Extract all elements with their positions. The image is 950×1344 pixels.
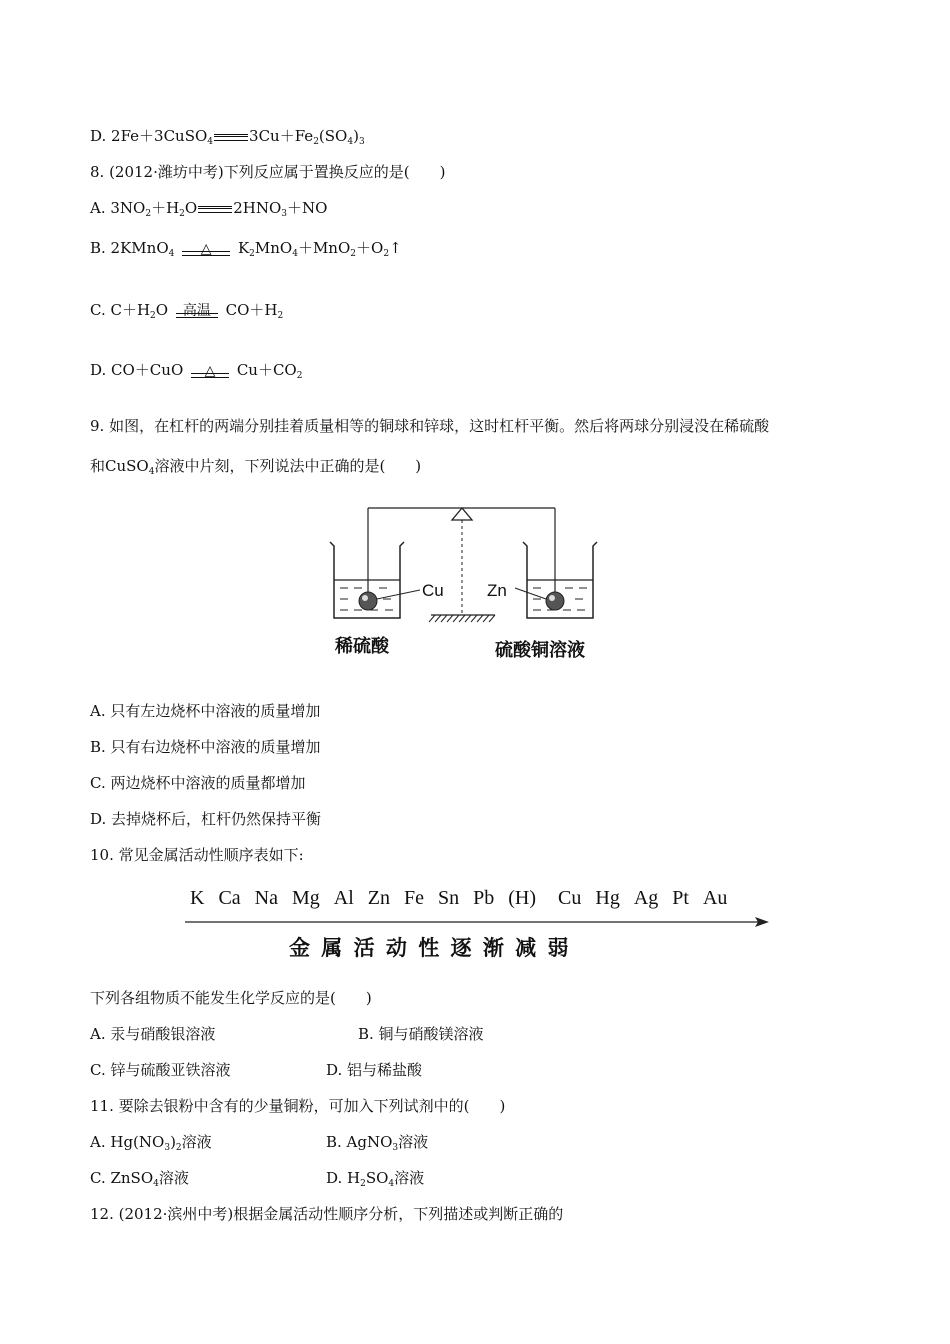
q9-stem-line1: 9. 如图，在杠杆的两端分别挂着质量相等的铜球和锌球，这时杠杆平衡。然后将两球分别浸没在稀硫酸 (90, 417, 770, 435)
q10-option-c: C. 锌与硫酸亚铁溶液 (90, 1061, 231, 1079)
metal-au: Au (702, 887, 728, 909)
reaction-condition: △ (191, 364, 229, 379)
q10-stem: 10. 常见金属活动性顺序表如下: (90, 846, 304, 864)
q12-stem: 12. (2012·滨州中考)根据金属活动性顺序分析，下列描述或判断正确的 (90, 1205, 564, 1223)
q9-option-d: D. 去掉烧杯后，杠杆仍然保持平衡 (90, 810, 322, 828)
metal-al: Al (333, 887, 354, 909)
q11-option-b: B. AgNO$_3$溶液 (326, 1133, 429, 1153)
equals-sign (214, 134, 248, 141)
q9-option-a: A. 只有左边烧杯中溶液的质量增加 (90, 702, 321, 720)
q8-option-d: D. CO＋CuO △ $Cu+CO_2$ (90, 361, 303, 381)
q10-option-d: D. 铝与稀盐酸 (326, 1061, 423, 1079)
cu-label: Cu (422, 581, 444, 600)
metal-hg: Hg (595, 887, 620, 909)
q8-stem: 8. (2012·潍坊中考)下列反应属于置换反应的是( ) (90, 163, 446, 181)
equals-sign (198, 206, 232, 213)
q11-option-a: A. $Hg(NO_3)_2$溶液 (90, 1133, 212, 1153)
q8-option-a: A. $3NO_2+H_2O$ $2HNO_3+NO$ (90, 199, 328, 219)
q9-option-c: C. 两边烧杯中溶液的质量都增加 (90, 774, 306, 792)
q7-option-d: D. 2Fe＋3CuSO$_4$ $3Cu+Fe_2(SO_4)_3$ (90, 127, 365, 147)
q8-option-c: C. $C+H_2O$ 高温 $CO+H_2$ (90, 301, 284, 321)
metal-fe: Fe (404, 887, 425, 909)
q8-option-b: B. 2KMnO$_4$ △ $K_2MnO_4+MnO_2+O_2↑$ (90, 239, 402, 259)
metal-k: K (190, 887, 205, 909)
metal-cu: Cu (558, 887, 582, 909)
series-caption: 金 属 活 动 性 逐 渐 减 弱 (289, 936, 571, 960)
metal-sn: Sn (438, 887, 460, 909)
q10-question: 下列各组物质不能发生化学反应的是( ) (90, 989, 372, 1007)
right-solution-label: 硫酸铜溶液 (495, 640, 585, 660)
q9-option-b: B. 只有右边烧杯中溶液的质量增加 (90, 738, 321, 756)
q9-stem-line2: 和CuSO$_4$溶液中片刻，下列说法中正确的是( ) (90, 457, 422, 477)
left-solution-label: 稀硫酸 (335, 636, 389, 656)
series-arrow (185, 915, 770, 929)
q10-option-b: B. 铜与硝酸镁溶液 (358, 1025, 484, 1043)
metal-zn: Zn (367, 887, 391, 909)
activity-series (190, 887, 750, 910)
metal-pt: Pt (672, 887, 689, 909)
q11-stem: 11. 要除去银粉中含有的少量铜粉，可加入下列试剂中的( ) (90, 1097, 506, 1115)
metal-pb: Pb (473, 887, 495, 909)
q11-option-d: D. $H_2SO_4$溶液 (326, 1169, 425, 1189)
metal-na: Na (254, 887, 278, 909)
metal-h: (H) (508, 887, 537, 909)
metal-ca: Ca (218, 887, 241, 909)
q11-option-c: C. ZnSO$_4$溶液 (90, 1169, 189, 1189)
metal-mg: Mg (292, 887, 320, 909)
metal-ag: Ag (633, 887, 659, 909)
lever-beaker-figure (325, 495, 615, 670)
zn-label: Zn (487, 581, 507, 600)
q10-option-a: A. 汞与硝酸银溶液 (90, 1025, 216, 1043)
reaction-condition: 高温 (176, 304, 218, 319)
reaction-condition: △ (182, 242, 230, 257)
